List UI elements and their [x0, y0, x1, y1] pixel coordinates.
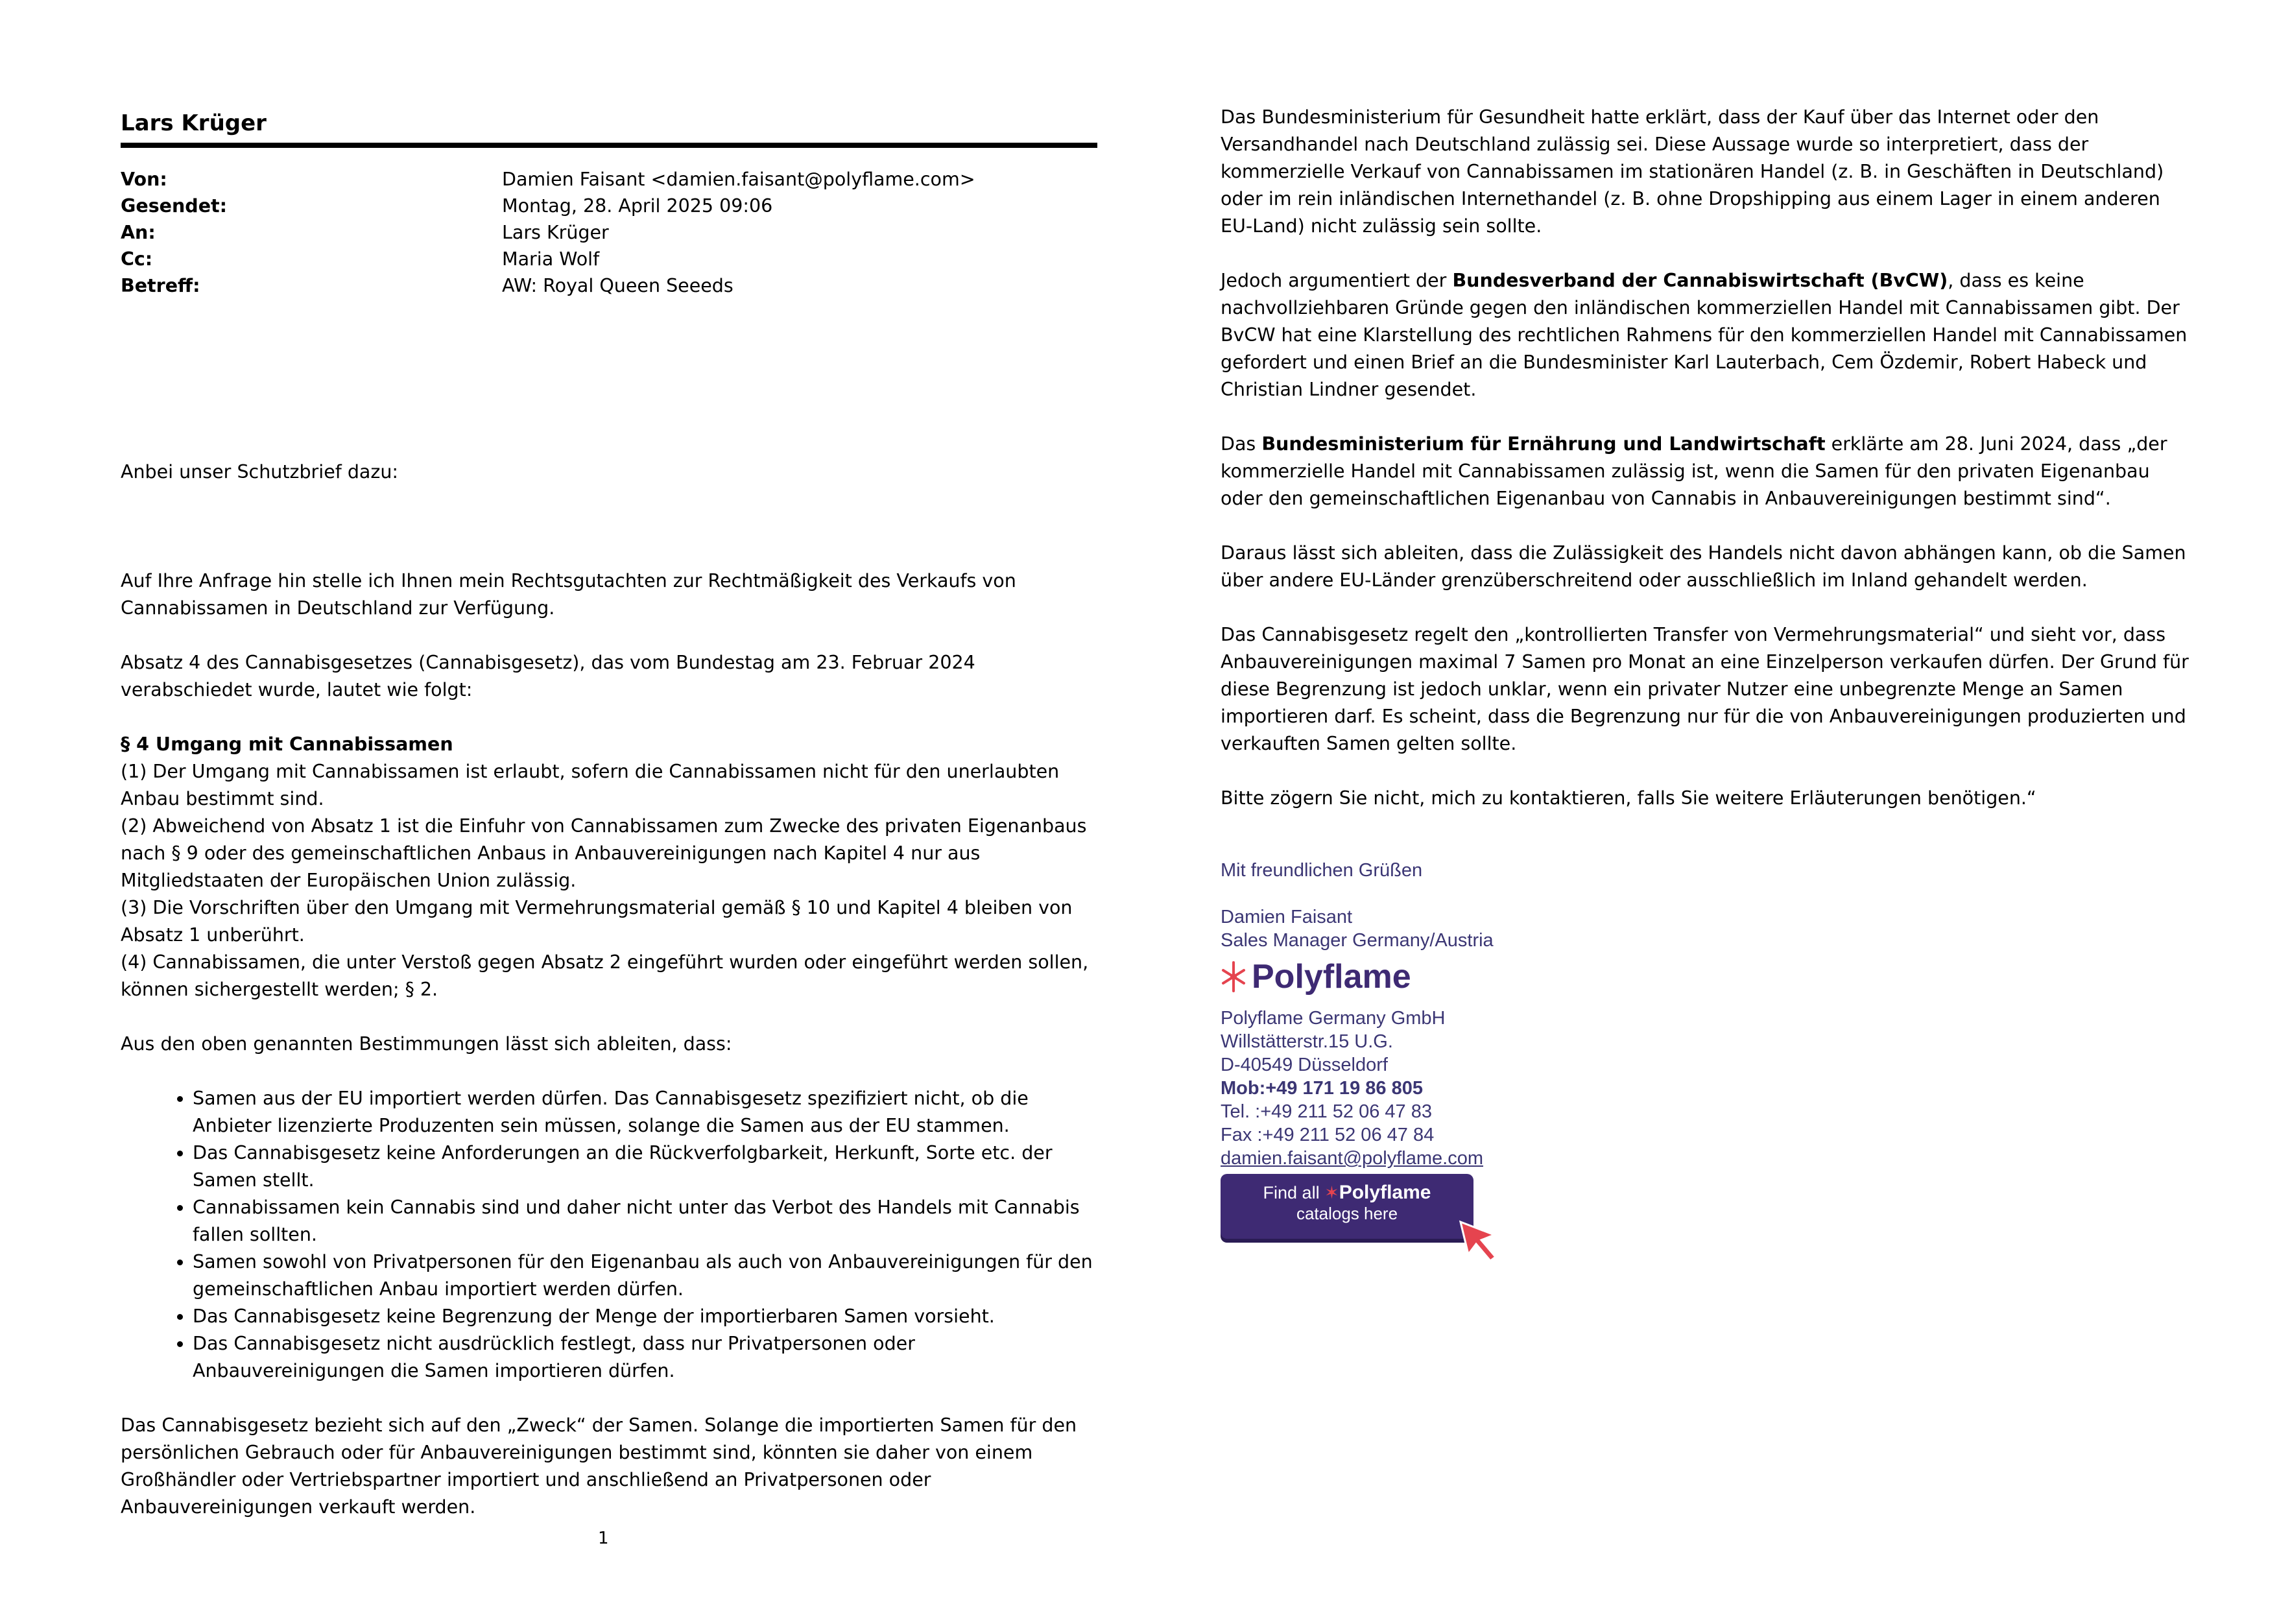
- sent-label: Gesendet:: [121, 195, 228, 217]
- sender-title: Sales Manager Germany/Austria: [1221, 930, 1494, 951]
- cc-value: Maria Wolf: [502, 248, 600, 270]
- list-item: • Das Cannabisgesetz nicht ausdrücklich festlegt, dass nur Privatpersonen oder Anbauvereinigungen die Samen importieren dürfen.: [193, 1330, 1097, 1385]
- cc-label: Cc:: [121, 248, 153, 270]
- catalogs-brand: Polyflame: [1339, 1182, 1431, 1203]
- company-name: Polyflame Germany GmbH: [1221, 1008, 1446, 1029]
- sent-value: Montag, 28. April 2025 09:06: [502, 195, 773, 217]
- right-column: [1221, 104, 2193, 1239]
- sender-name: Damien Faisant: [1221, 907, 1353, 927]
- list-item: • Das Cannabisgesetz keine Anforderungen an die Rückverfolgbarkeit, Herkunft, Sorte etc. der Samen stellt.: [193, 1140, 1097, 1194]
- polyflame-logo: [1221, 959, 2193, 995]
- list-item: • Samen sowohl von Privatpersonen für den Eigenanbau als auch von Anbauvereinigungen für den gemeinschaftlichen Anbau importiert werden dürfen.: [193, 1248, 1097, 1303]
- mobile-number: Mob:+49 171 19 86 805: [1221, 1078, 1423, 1099]
- body-paragraph: Absatz 4 des Cannabisgesetzes (Cannabisgesetz), das vom Bundestag am 23. Februar 2024 verabschiedet wurde, lautet wie folgt:: [121, 652, 975, 700]
- catalogs-button-line1: [1221, 1174, 1473, 1204]
- to-value: Lars Krüger: [502, 222, 609, 243]
- catalogs-suffix: catalogs here: [1296, 1204, 1398, 1223]
- catalogs-prefix: Find all: [1263, 1183, 1320, 1202]
- cc-row: [121, 246, 975, 272]
- telephone-number: Tel. :+49 211 52 06 47 83: [1221, 1101, 1432, 1122]
- fax-number: Fax :+49 211 52 06 47 84: [1221, 1125, 1435, 1145]
- text-run: erklärte am 28. Juni 2024, dass „der kommerzielle Handel mit Cannabissamen zulässig ist, wenn die Samen für den privaten Eigenanbau oder den gemeinschaftlichen Eigenanbau von Cannabis in Anbauvereinigungen bestimmt sind“.: [1221, 433, 2167, 509]
- company-street: Willstätterstr.15 U.G.: [1221, 1031, 1393, 1052]
- text-run: Jedoch argumentiert der: [1221, 270, 1453, 291]
- subject-label: Betreff:: [121, 275, 200, 296]
- bold-term: Bundesverband der Cannabiswirtschaft (BvCW): [1452, 270, 1948, 291]
- conclusion-list: [121, 1085, 1097, 1385]
- recipient-header-name: Lars Krüger: [121, 110, 267, 136]
- from-value: Damien Faisant <damien.faisant@polyflame.com>: [502, 169, 975, 190]
- email-header-fields: [121, 166, 975, 299]
- header-divider: [121, 143, 1097, 148]
- left-column: [121, 109, 1097, 1521]
- body-paragraph: Das Cannabisgesetz bezieht sich auf den „Zweck“ der Samen. Solange die importierten Samen für den persönlichen Gebrauch oder für Anbauvereinigungen bestimmt sind, könnten sie daher von einem Großhändler oder Vertriebspartner importiert und anschließend an Privatpersonen oder Anbauvereinigungen verkauft werden.: [121, 1415, 1077, 1518]
- email-body-right: [1221, 104, 2193, 812]
- text-run: Das: [1221, 433, 1262, 455]
- section-heading: § 4 Umgang mit Cannabissamen: [121, 734, 453, 755]
- law-clause: (1) Der Umgang mit Cannabissamen ist erlaubt, sofern die Cannabissamen nicht für den unerlaubten Anbau bestimmt sind.: [121, 761, 1060, 809]
- body-paragraph: Aus den oben genannten Bestimmungen lässt sich ableiten, dass:: [121, 1033, 732, 1055]
- to-label: An:: [121, 222, 156, 243]
- sent-row: [121, 193, 975, 219]
- from-label: Von:: [121, 169, 167, 190]
- email-link[interactable]: damien.faisant@polyflame.com: [1221, 1148, 1484, 1169]
- small-flame-icon: ✶: [1324, 1183, 1339, 1202]
- body-paragraph: Daraus lässt sich ableiten, dass die Zulässigkeit des Handels nicht davon abhängen kann, ob die Samen über andere EU-Länder grenzüberschreitend oder ausschließlich im Inland gehandelt werden.: [1221, 542, 2186, 591]
- law-clause: (2) Abweichend von Absatz 1 ist die Einfuhr von Cannabissamen zum Zwecke des privaten Eigenanbaus nach § 9 oder des gemeinschaftlichen Anbaus in Anbauvereinigungen nach Kapitel 4 nur aus Mitgliedstaaten der Europäischen Union zulässig.: [121, 815, 1087, 891]
- logo-wordmark: Polyflame: [1252, 958, 1411, 996]
- email-signature: [1221, 859, 2193, 1239]
- law-clause: (4) Cannabissamen, die unter Verstoß gegen Absatz 2 eingeführt wurden oder eingeführt werden sollen, können sichergestellt werden; § 2.: [121, 951, 1089, 1000]
- closing-paragraph: Bitte zögern Sie nicht, mich zu kontaktieren, falls Sie weitere Erläuterungen benötigen.“: [1221, 787, 2036, 809]
- body-paragraph: [1221, 267, 2193, 403]
- greeting: Mit freundlichen Grüßen: [1221, 860, 1423, 881]
- subject-row: [121, 272, 975, 299]
- company-city: D-40549 Düsseldorf: [1221, 1055, 1388, 1075]
- body-paragraph: Das Cannabisgesetz regelt den „kontrollierten Transfer von Vermehrungsmaterial“ und sieht vor, dass Anbauvereinigungen maximal 7 Samen pro Monat an eine Einzelperson verkaufen dürfen. Der Grund für diese Begrenzung ist jedoch unklar, wenn ein privater Nutzer eine unbegrenzte Menge an Samen importieren darf. Es scheint, dass die Begrenzung nur für die von Anbauvereinigungen produzierten und verkauften Samen gelten sollte.: [1221, 624, 2189, 754]
- intro-paragraph: Anbei unser Schutzbrief dazu:: [121, 461, 399, 483]
- from-row: [121, 166, 975, 193]
- page-number: 1: [598, 1529, 609, 1548]
- list-item: • Cannabissamen kein Cannabis sind und daher nicht unter das Verbot des Handels mit Cannabis fallen sollten.: [193, 1194, 1097, 1248]
- subject-value: AW: Royal Queen Seeeds: [502, 275, 734, 296]
- law-clause: (3) Die Vorschriften über den Umgang mit Vermehrungsmaterial gemäß § 10 und Kapitel 4 bleiben von Absatz 1 unberührt.: [121, 897, 1073, 946]
- cursor-arrow-icon: [1458, 1219, 1503, 1265]
- bold-term: Bundesministerium für Ernährung und Landwirtschaft: [1261, 433, 1826, 455]
- email-body-left: [121, 459, 1097, 1521]
- catalogs-button[interactable]: [1221, 1174, 1473, 1239]
- body-paragraph: [1221, 431, 2193, 512]
- body-paragraph: Das Bundesministerium für Gesundheit hatte erklärt, dass der Kauf über das Internet oder den Versandhandel nach Deutschland zulässig sei. Diese Aussage wurde so interpretiert, dass der kommerzielle Verkauf von Cannabissamen im stationären Handel (z. B. in Geschäften in Deutschland) oder im rein inländischen Internethandel (z. B. ohne Dropshipping aus einem Lager in einem anderen EU-Land) nicht zulässig sein sollte.: [1221, 106, 2164, 237]
- flame-star-icon: [1221, 959, 1246, 995]
- body-paragraph: Auf Ihre Anfrage hin stelle ich Ihnen mein Rechtsgutachten zur Rechtmäßigkeit des Verkaufs von Cannabissamen in Deutschland zur Verfügung.: [121, 570, 1016, 619]
- list-item: • Das Cannabisgesetz keine Begrenzung der Menge der importierbaren Samen vorsieht.: [193, 1303, 1097, 1330]
- list-item: • Samen aus der EU importiert werden dürfen. Das Cannabisgesetz spezifiziert nicht, ob die Anbieter lizenzierte Produzenten sein müssen, solange die Samen aus der EU stammen.: [193, 1085, 1097, 1140]
- to-row: [121, 219, 975, 246]
- text-run: , dass es keine nachvollziehbaren Gründe gegen den inländischen kommerziellen Handel mit Cannabissamen gibt. Der BvCW hat eine Klarstellung des rechtlichen Rahmens für den kommerziellen Handel mit Cannabissamen gefordert und einen Brief an die Bundesminister Karl Lauterbach, Cem Özdemir, Robert Habeck und Christian Lindner gesendet.: [1221, 270, 2188, 400]
